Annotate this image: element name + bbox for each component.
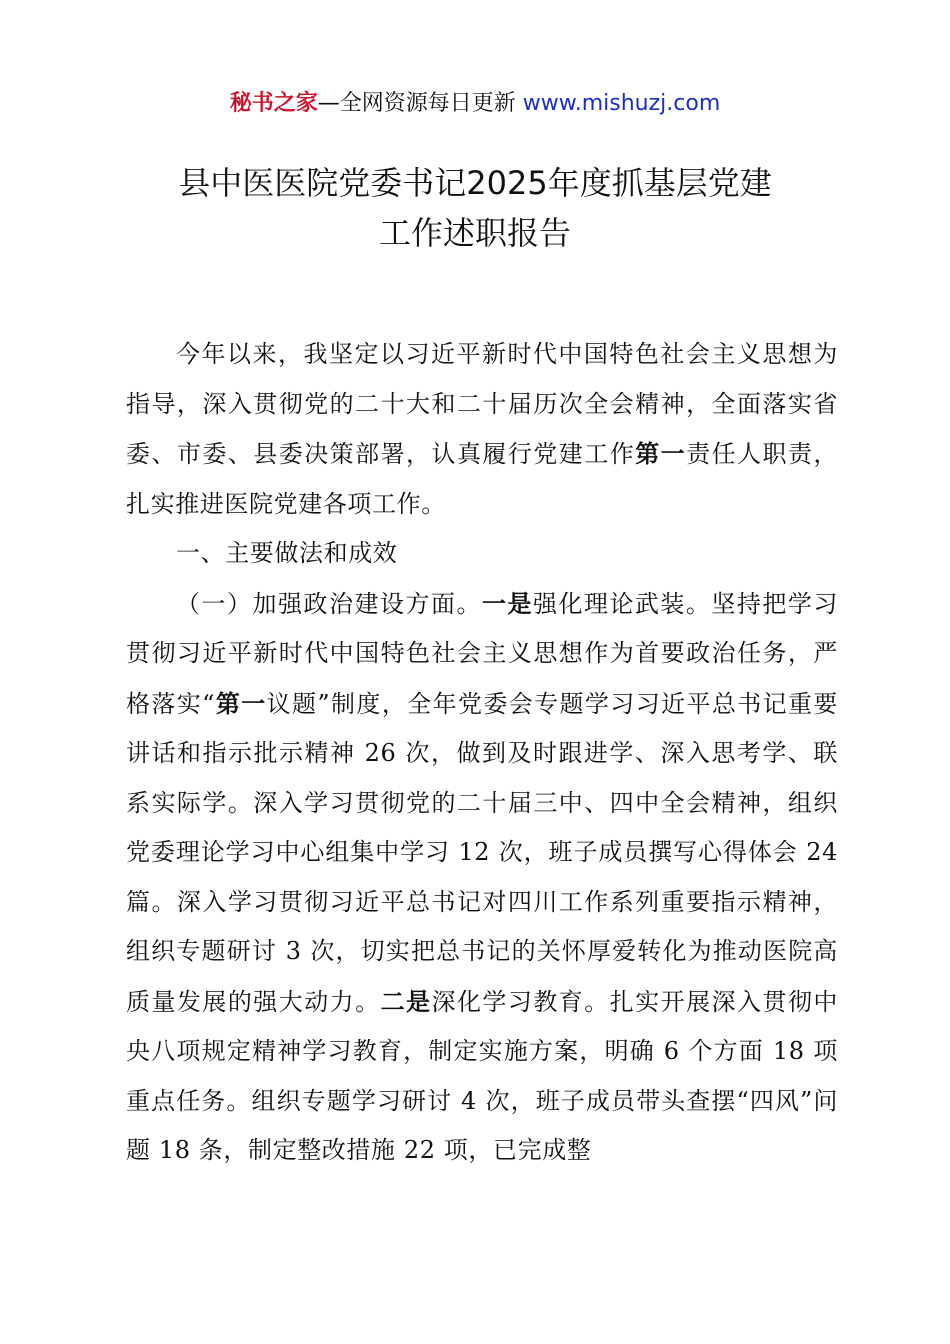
para1-bold-3: 二是 [380,986,432,1016]
section-heading: 一、主要做法和成效 [176,539,398,567]
para1-text-4: 深化学习教育。扎实开展深入贯彻中央八项规定精神学习教育，制定实施方案，明确 6 个方面 18 项重点任务。组织专题学习研讨 4 次，班子成员带头查摆“四风”问题 18 条，制定整改措施 22 项，已完成整 [126,987,838,1164]
title-line-1: 县中医医院党委书记2025年度抓基层党建 [178,164,772,202]
body-paragraph-1 [126,579,838,1176]
document-body [126,330,838,1176]
para1-bold-1: 一是 [481,588,533,618]
site-url-link[interactable]: www.mishuzj.com [522,91,721,116]
title-line-2: 工作述职报告 [378,214,571,252]
intro-paragraph [126,330,838,529]
intro-bold-1: 第一 [635,439,687,468]
para1-bold-2: 第一 [215,688,267,718]
document-title [100,158,850,258]
intro-text-2: 责任人职责，扎实推进医院党建各项工作。 [126,440,839,518]
intro-text-1: 今年以来，我坚定以习近平新时代中国特色社会主义思想为指导，深入贯彻党的二十大和二十届历次全会精神，全面落实省委、市委、县委决策部署，认真履行党建工作 [126,340,838,468]
brand-name: 秘书之家 [229,91,318,116]
para1-text-2: 强化理论武装。坚持把学习贯彻习近平新时代中国特色社会主义思想作为首要政治任务，严格落实“ [126,589,839,718]
header-tagline: —全网资源每日更新 [317,91,523,116]
site-header [0,86,950,122]
para1-text-1: （一）加强政治建设方面。 [176,589,482,618]
para1-text-3: 议题”制度，全年党委会专题学习习近平总书记重要讲话和指示批示精神 26 次，做到及时跟进学、深入思考学、联系实际学。深入学习贯彻党的二十届三中、四中全会精神，组织党委理论学习中心组集中学习 12 次，班子成员撰写心得体会 24 篇。深入学习贯彻习近平总书记对四川工作系列重要指示精神，组织专题研讨 3 次，切实把总书记的关怀厚爱转化为推动医院高质量发展的强大动力。 [126,689,838,1016]
